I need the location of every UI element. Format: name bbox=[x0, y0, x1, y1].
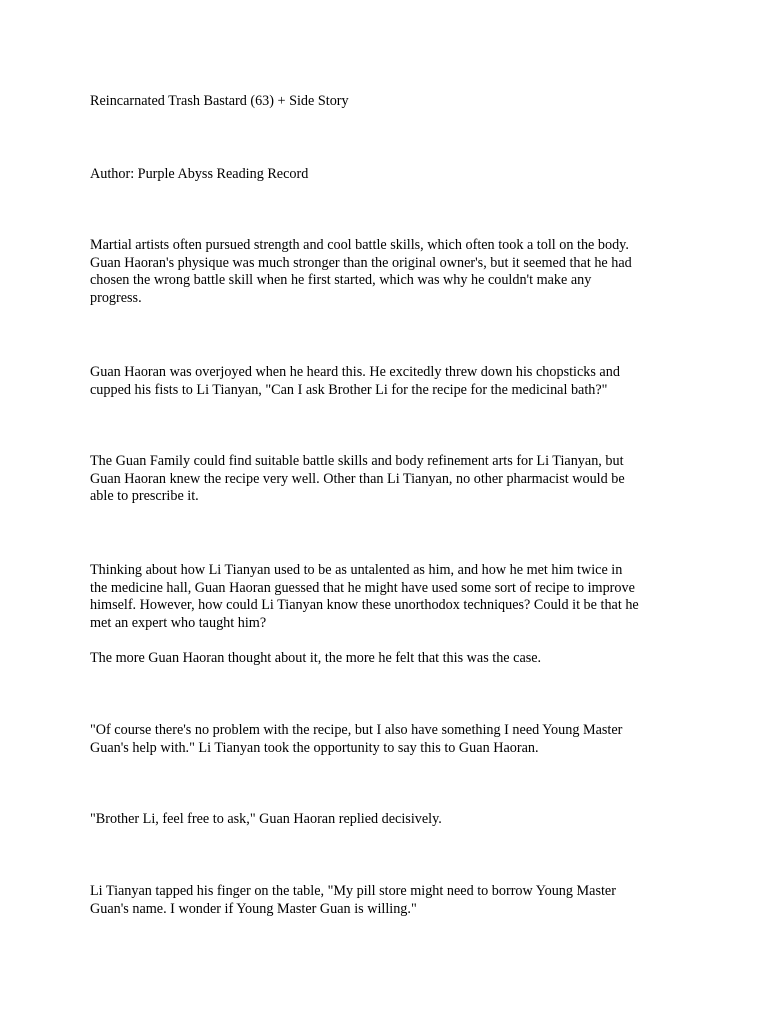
paragraph: Martial artists often pursued strength and cool battle skills, which often took a toll on the body. Guan Haoran's physique was much stronger than the original owner's, but it seemed that he had chosen the wrong battle skill when he first started, which was why he couldn't make any progress. bbox=[90, 237, 632, 306]
paragraph: The more Guan Haoran thought about it, the more he felt that this was the case. bbox=[90, 650, 542, 666]
paragraph: Li Tianyan tapped his finger on the table, "My pill store might need to borrow Young Master Guan's name. I wonder if Young Master Guan is willing." bbox=[90, 883, 616, 917]
paragraph: The Guan Family could find suitable battle skills and body refinement arts for Li Tianyan, but Guan Haoran knew the recipe very well. Other than Li Tianyan, no other pharmacist would be able to prescribe it. bbox=[90, 453, 625, 505]
document-author: Author: Purple Abyss Reading Record bbox=[90, 166, 309, 182]
paragraph: Thinking about how Li Tianyan used to be as untalented as him, and how he met him twice in the medicine hall, Guan Haoran guessed that he might have used some sort of recipe to improve himself. However, how could Li Tianyan know these unorthodox techniques? Could it be that he met an expert who taught him? bbox=[90, 562, 639, 631]
paragraph: "Of course there's no problem with the recipe, but I also have something I need Young Master Guan's help with." Li Tianyan took the opportunity to say this to Guan Haoran. bbox=[90, 722, 623, 756]
paragraph: "Brother Li, feel free to ask," Guan Haoran replied decisively. bbox=[90, 811, 442, 827]
paragraph: Guan Haoran was overjoyed when he heard this. He excitedly threw down his chopsticks and cupped his fists to Li Tianyan, "Can I ask Brother Li for the recipe for the medicinal bath?" bbox=[90, 364, 620, 398]
document-title: Reincarnated Trash Bastard (63) + Side Story bbox=[90, 93, 349, 109]
